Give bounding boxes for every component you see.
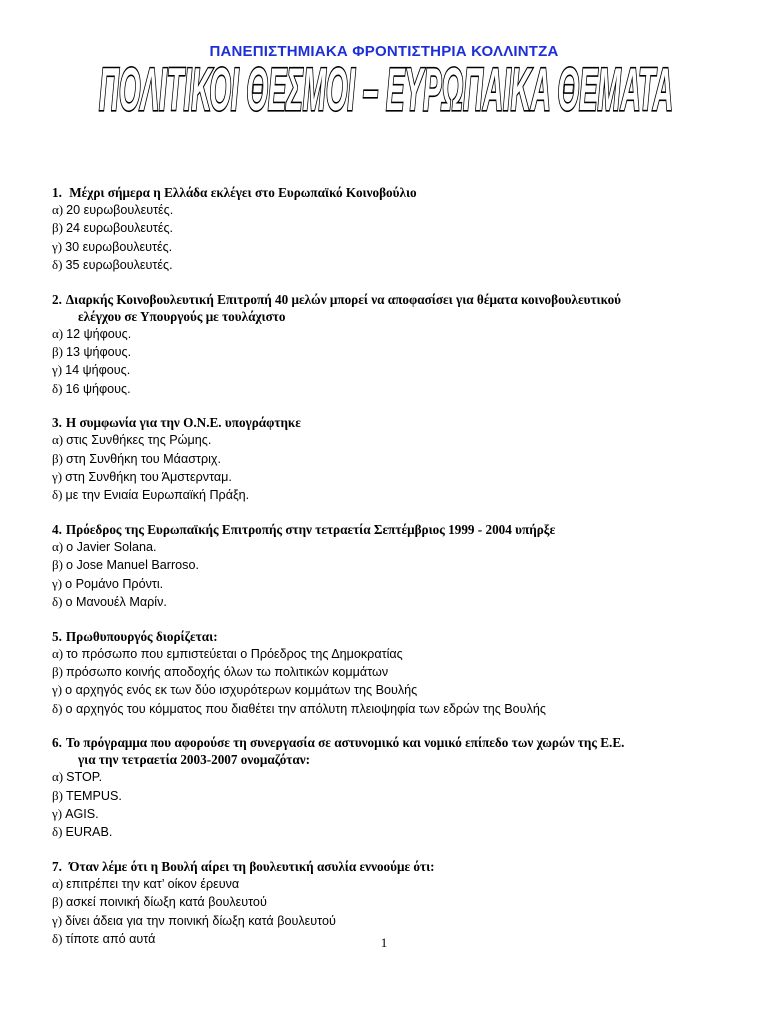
option-letter: α) bbox=[52, 432, 64, 448]
answer-option-c bbox=[52, 681, 722, 699]
option-letter: β) bbox=[52, 787, 63, 803]
question-6 bbox=[52, 734, 722, 842]
question-title bbox=[52, 521, 722, 538]
answer-option-b bbox=[52, 663, 722, 681]
answer-option-b bbox=[52, 787, 722, 805]
question-list bbox=[52, 184, 722, 964]
option-text: STOP. bbox=[66, 770, 103, 785]
answer-option-b bbox=[52, 219, 722, 237]
question-number: 2. bbox=[52, 291, 62, 307]
answer-option-c bbox=[52, 912, 722, 930]
option-text: στις Συνθήκες της Ρώμης. bbox=[66, 433, 212, 448]
question-text: Πρωθυπουργός διορίζεται: bbox=[65, 628, 218, 644]
option-text: το πρόσωπο που εμπιστεύεται ο Πρόεδρος της Δημοκρατίας bbox=[66, 646, 403, 661]
answer-option-d bbox=[52, 593, 722, 611]
option-text: 35 ευρωβουλευτές. bbox=[65, 258, 173, 273]
question-text: Η συμφωνία για την Ο.Ν.Ε. υπογράφτηκε bbox=[65, 415, 301, 431]
option-letter: δ) bbox=[52, 380, 63, 396]
answer-option-c bbox=[52, 238, 722, 256]
answer-option-a bbox=[52, 325, 722, 343]
question-1 bbox=[52, 184, 722, 275]
question-title bbox=[52, 628, 722, 645]
option-text: τίποτε από αυτά bbox=[65, 931, 156, 946]
option-text: 14 ψήφους. bbox=[65, 363, 131, 378]
option-letter: γ) bbox=[52, 682, 63, 698]
question-text: Το πρόγραμμα που αφορούσε τη συνεργασία σε αστυνομικό και νομικό επίπεδο των χωρών της Ε.Ε. bbox=[65, 735, 625, 751]
option-letter: γ) bbox=[52, 362, 63, 378]
option-letter: γ) bbox=[52, 469, 63, 485]
answer-option-a bbox=[52, 538, 722, 556]
question-number: 4. bbox=[52, 521, 62, 537]
answer-option-d bbox=[52, 486, 722, 504]
option-letter: δ) bbox=[52, 930, 63, 946]
answer-option-b bbox=[52, 343, 722, 361]
question-4 bbox=[52, 521, 722, 612]
option-letter: δ) bbox=[52, 700, 63, 716]
question-title bbox=[52, 414, 722, 431]
question-title bbox=[52, 184, 722, 201]
option-text: ο αρχηγός ενός εκ των δύο ισχυρότερων κομμάτων της Βουλής bbox=[65, 683, 418, 698]
option-letter: α) bbox=[52, 325, 64, 341]
question-2 bbox=[52, 291, 722, 399]
option-text: ο αρχηγός του κόμματος που διαθέτει την απόλυτη πλειοψηφία των εδρών της Βουλής bbox=[65, 701, 546, 716]
option-letter: α) bbox=[52, 769, 64, 785]
answer-option-c bbox=[52, 575, 722, 593]
option-letter: β) bbox=[52, 894, 63, 910]
option-text: 24 ευρωβουλευτές. bbox=[65, 221, 174, 236]
option-letter: α) bbox=[52, 538, 64, 554]
answer-option-a bbox=[52, 768, 722, 786]
option-letter: δ) bbox=[52, 487, 63, 503]
option-letter: α) bbox=[52, 875, 64, 891]
question-text: Διαρκής Κοινοβουλευτική Επιτροπή 40 μελών μπορεί να αποφασίσει για θέματα κοινοβουλευτικού bbox=[65, 291, 622, 307]
question-text: Μέχρι σήμερα η Ελλάδα εκλέγει στο Ευρωπαϊκό Κοινοβούλιο bbox=[65, 185, 417, 200]
question-number: 5. bbox=[52, 628, 62, 644]
answer-option-b bbox=[52, 450, 722, 468]
answer-option-c bbox=[52, 805, 722, 823]
question-number: 7. bbox=[52, 858, 62, 874]
option-letter: γ) bbox=[52, 912, 63, 928]
option-text: EURAB. bbox=[65, 825, 113, 840]
option-text: ο Jose Manuel Barroso. bbox=[65, 558, 199, 573]
option-text: ο Javier Solana. bbox=[66, 539, 157, 554]
option-text: στη Συνθήκη του Μάαστριχ. bbox=[65, 451, 222, 466]
answer-option-d bbox=[52, 256, 722, 274]
answer-option-a bbox=[52, 645, 722, 663]
question-text-continuation: για την τετραετία 2003-2007 ονομαζόταν: bbox=[78, 752, 311, 768]
question-3 bbox=[52, 414, 722, 505]
question-number: 6. bbox=[52, 735, 62, 751]
answer-option-c bbox=[52, 468, 722, 486]
option-letter: β) bbox=[52, 220, 63, 236]
option-letter: α) bbox=[52, 202, 64, 217]
option-text: με την Ενιαία Ευρωπαϊκή Πράξη. bbox=[65, 488, 250, 503]
question-number: 3. bbox=[52, 415, 62, 431]
option-text: ο Ρομάνο Πρόντι. bbox=[65, 576, 164, 591]
option-text: 30 ευρωβουλευτές. bbox=[65, 239, 173, 254]
option-letter: α) bbox=[52, 645, 64, 661]
question-number: 1. bbox=[52, 185, 62, 200]
option-text: στη Συνθήκη του Άμστερνταμ. bbox=[65, 470, 232, 485]
question-title bbox=[52, 858, 722, 875]
option-text: ο Μανουέλ Μαρίν. bbox=[65, 595, 167, 610]
banner-title bbox=[96, 58, 676, 120]
banner-title-text: ΠΟΛΙΤΙΚΟΙ ΘΕΣΜΟΙ – ΕΥΡΩΠΑΙΚΑ ΘΕΜΑΤΑ bbox=[99, 58, 673, 120]
option-letter: β) bbox=[52, 557, 63, 573]
option-text: 16 ψήφους. bbox=[65, 381, 131, 396]
option-letter: δ) bbox=[52, 824, 63, 840]
answer-option-d bbox=[52, 380, 722, 398]
option-text: πρόσωπο κοινής αποδοχής όλων τω πολιτικών κομμάτων bbox=[65, 664, 389, 679]
option-letter: δ) bbox=[52, 257, 63, 273]
option-text: δίνει άδεια για την ποινική δίωξη κατά βουλευτού bbox=[65, 913, 336, 928]
question-title bbox=[52, 291, 722, 325]
option-text: TEMPUS. bbox=[65, 788, 122, 803]
answer-option-a bbox=[52, 431, 722, 449]
answer-option-b bbox=[52, 893, 722, 911]
answer-option-a bbox=[52, 201, 722, 219]
option-letter: γ) bbox=[52, 575, 63, 591]
option-letter: β) bbox=[52, 663, 63, 679]
option-text: AGIS. bbox=[65, 806, 99, 821]
option-letter: δ) bbox=[52, 594, 63, 610]
answer-option-c bbox=[52, 361, 722, 379]
option-text: επιτρέπει την κατ’ οίκον έρευνα bbox=[66, 876, 240, 891]
institution-header: ΠΑΝΕΠΙΣΤΗΜΙΑΚΑ ΦΡΟΝΤΙΣΤΗΡΙΑ ΚΟΛΛΙΝΤΖΑ bbox=[209, 43, 559, 60]
page-number: 1 bbox=[380, 935, 388, 950]
answer-option-b bbox=[52, 556, 722, 574]
option-text: 13 ψήφους. bbox=[65, 345, 132, 360]
option-letter: β) bbox=[52, 344, 63, 360]
question-text: Πρόεδρος της Ευρωπαϊκής Επιτροπής στην τετραετία Σεπτέμβριος 1999 - 2004 υπήρξε bbox=[65, 521, 556, 537]
answer-option-d bbox=[52, 823, 722, 841]
question-title bbox=[52, 734, 722, 768]
question-text-continuation: ελέγχου σε Υπουργούς με τουλάχιστο bbox=[78, 308, 286, 324]
option-letter: γ) bbox=[52, 238, 63, 254]
question-5 bbox=[52, 628, 722, 719]
option-text: 12 ψήφους. bbox=[66, 326, 132, 341]
question-text: Όταν λέμε ότι η Βουλή αίρει τη βουλευτική ασυλία εννοούμε ότι: bbox=[65, 858, 435, 874]
option-text: 20 ευρωβουλευτές. bbox=[66, 203, 174, 217]
option-text: ασκεί ποινική δίωξη κατά βουλευτού bbox=[65, 895, 267, 910]
option-letter: γ) bbox=[52, 805, 63, 821]
answer-option-d bbox=[52, 700, 722, 718]
answer-option-a bbox=[52, 875, 722, 893]
option-letter: β) bbox=[52, 450, 63, 466]
